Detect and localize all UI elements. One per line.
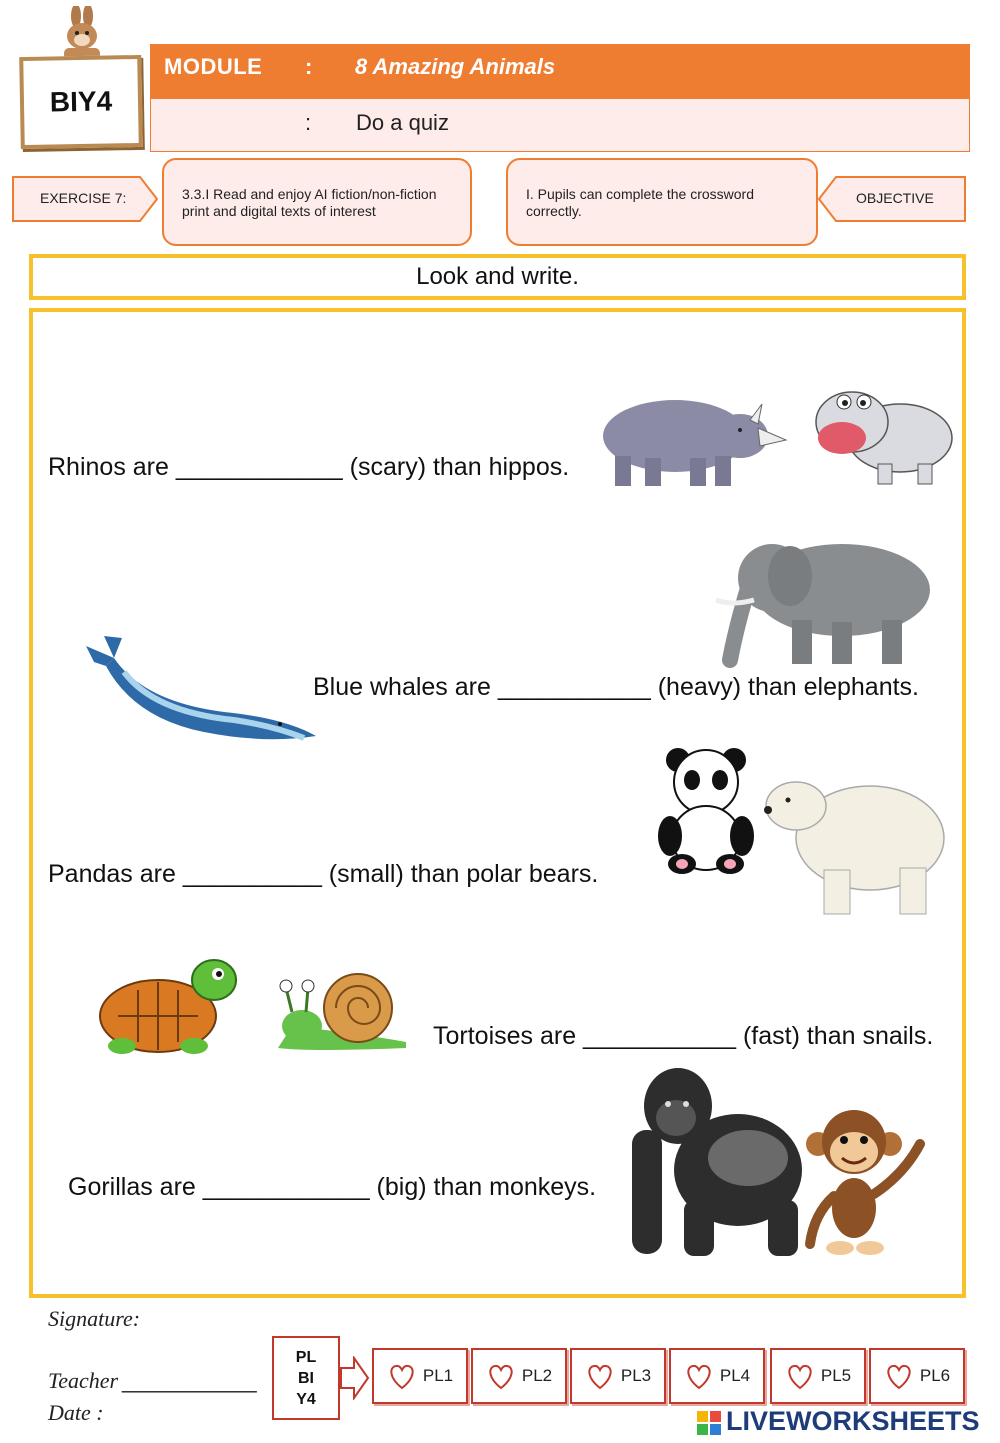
level-pl1-button[interactable] [372,1348,468,1404]
bunny-mascot-icon [52,6,112,62]
level-pl3-button[interactable] [570,1348,666,1404]
rhino-icon [590,378,790,490]
heart-icon [387,1361,417,1391]
heart-icon [785,1361,815,1391]
pl-main-line-2: BI [298,1369,314,1387]
objective-label: OBJECTIVE [856,190,934,206]
polar-bear-icon [760,764,950,918]
level-badge: BIY4 [19,55,143,149]
pl-main-box [272,1336,340,1420]
subtitle-colon: : [305,110,312,135]
module-colon: : [305,54,313,79]
heart-icon [884,1361,914,1391]
teacher-signature-line[interactable]: ___________ [122,1368,257,1393]
panda-icon [656,744,756,876]
level-pl2-button[interactable] [471,1348,567,1404]
liveworksheets-logo-icon [696,1410,722,1436]
heart-icon [684,1361,714,1391]
module-title: 8 Amazing Animals [355,54,556,79]
gorilla-icon [628,1060,808,1258]
subtitle-text: Do a quiz [356,110,449,135]
heart-icon [486,1361,516,1391]
tortoise-icon [96,952,242,1060]
level-pl4-button[interactable] [669,1348,765,1404]
date-label: Date : [48,1400,104,1425]
module-bar [150,44,970,98]
sentence-3[interactable]: Pandas are __________ (small) than polar bears. [48,860,599,888]
level-label: PL1 [422,1366,454,1385]
snail-icon [272,964,412,1056]
instruction: Look and write. [29,254,966,300]
module-label: MODULE [164,54,263,79]
sentence-5[interactable]: Gorillas are ____________ (big) than monkeys. [68,1173,597,1201]
hippo-icon [800,376,956,488]
signature-label: Signature: [48,1306,141,1331]
sentence-1[interactable]: Rhinos are ____________ (scary) than hippos. [48,453,570,481]
heart-icon [585,1361,615,1391]
sentence-4[interactable]: Tortoises are ___________ (fast) than snails. [433,1022,934,1050]
level-label: PL6 [919,1366,951,1385]
teacher-label: Teacher [48,1368,119,1393]
pl-main-line-3: Y4 [296,1390,316,1408]
level-label: PL5 [820,1366,852,1385]
exercise-label: EXERCISE 7: [40,190,127,206]
blue-whale-icon [84,632,320,752]
level-label: PL3 [620,1366,652,1385]
elephant-icon [712,528,940,668]
arrow-right-icon [340,1356,370,1400]
learning-standard: 3.3.I Read and enjoy AI fiction/non-fiction print and digital texts of interest [162,158,472,246]
level-pl6-button[interactable] [869,1348,965,1404]
pl-main-line-1: PL [295,1348,317,1366]
monkey-icon [804,1104,944,1258]
level-label: PL4 [719,1366,751,1385]
objective-text: I. Pupils can complete the crossword correctly. [506,158,818,246]
brand-wordmark[interactable]: LIVEWORKSHEETS [726,1406,980,1436]
sentence-2[interactable]: Blue whales are ___________ (heavy) than elephants. [313,673,919,701]
level-label: PL2 [521,1366,553,1385]
level-pl5-button[interactable] [770,1348,866,1404]
subtitle-bar [150,98,970,152]
